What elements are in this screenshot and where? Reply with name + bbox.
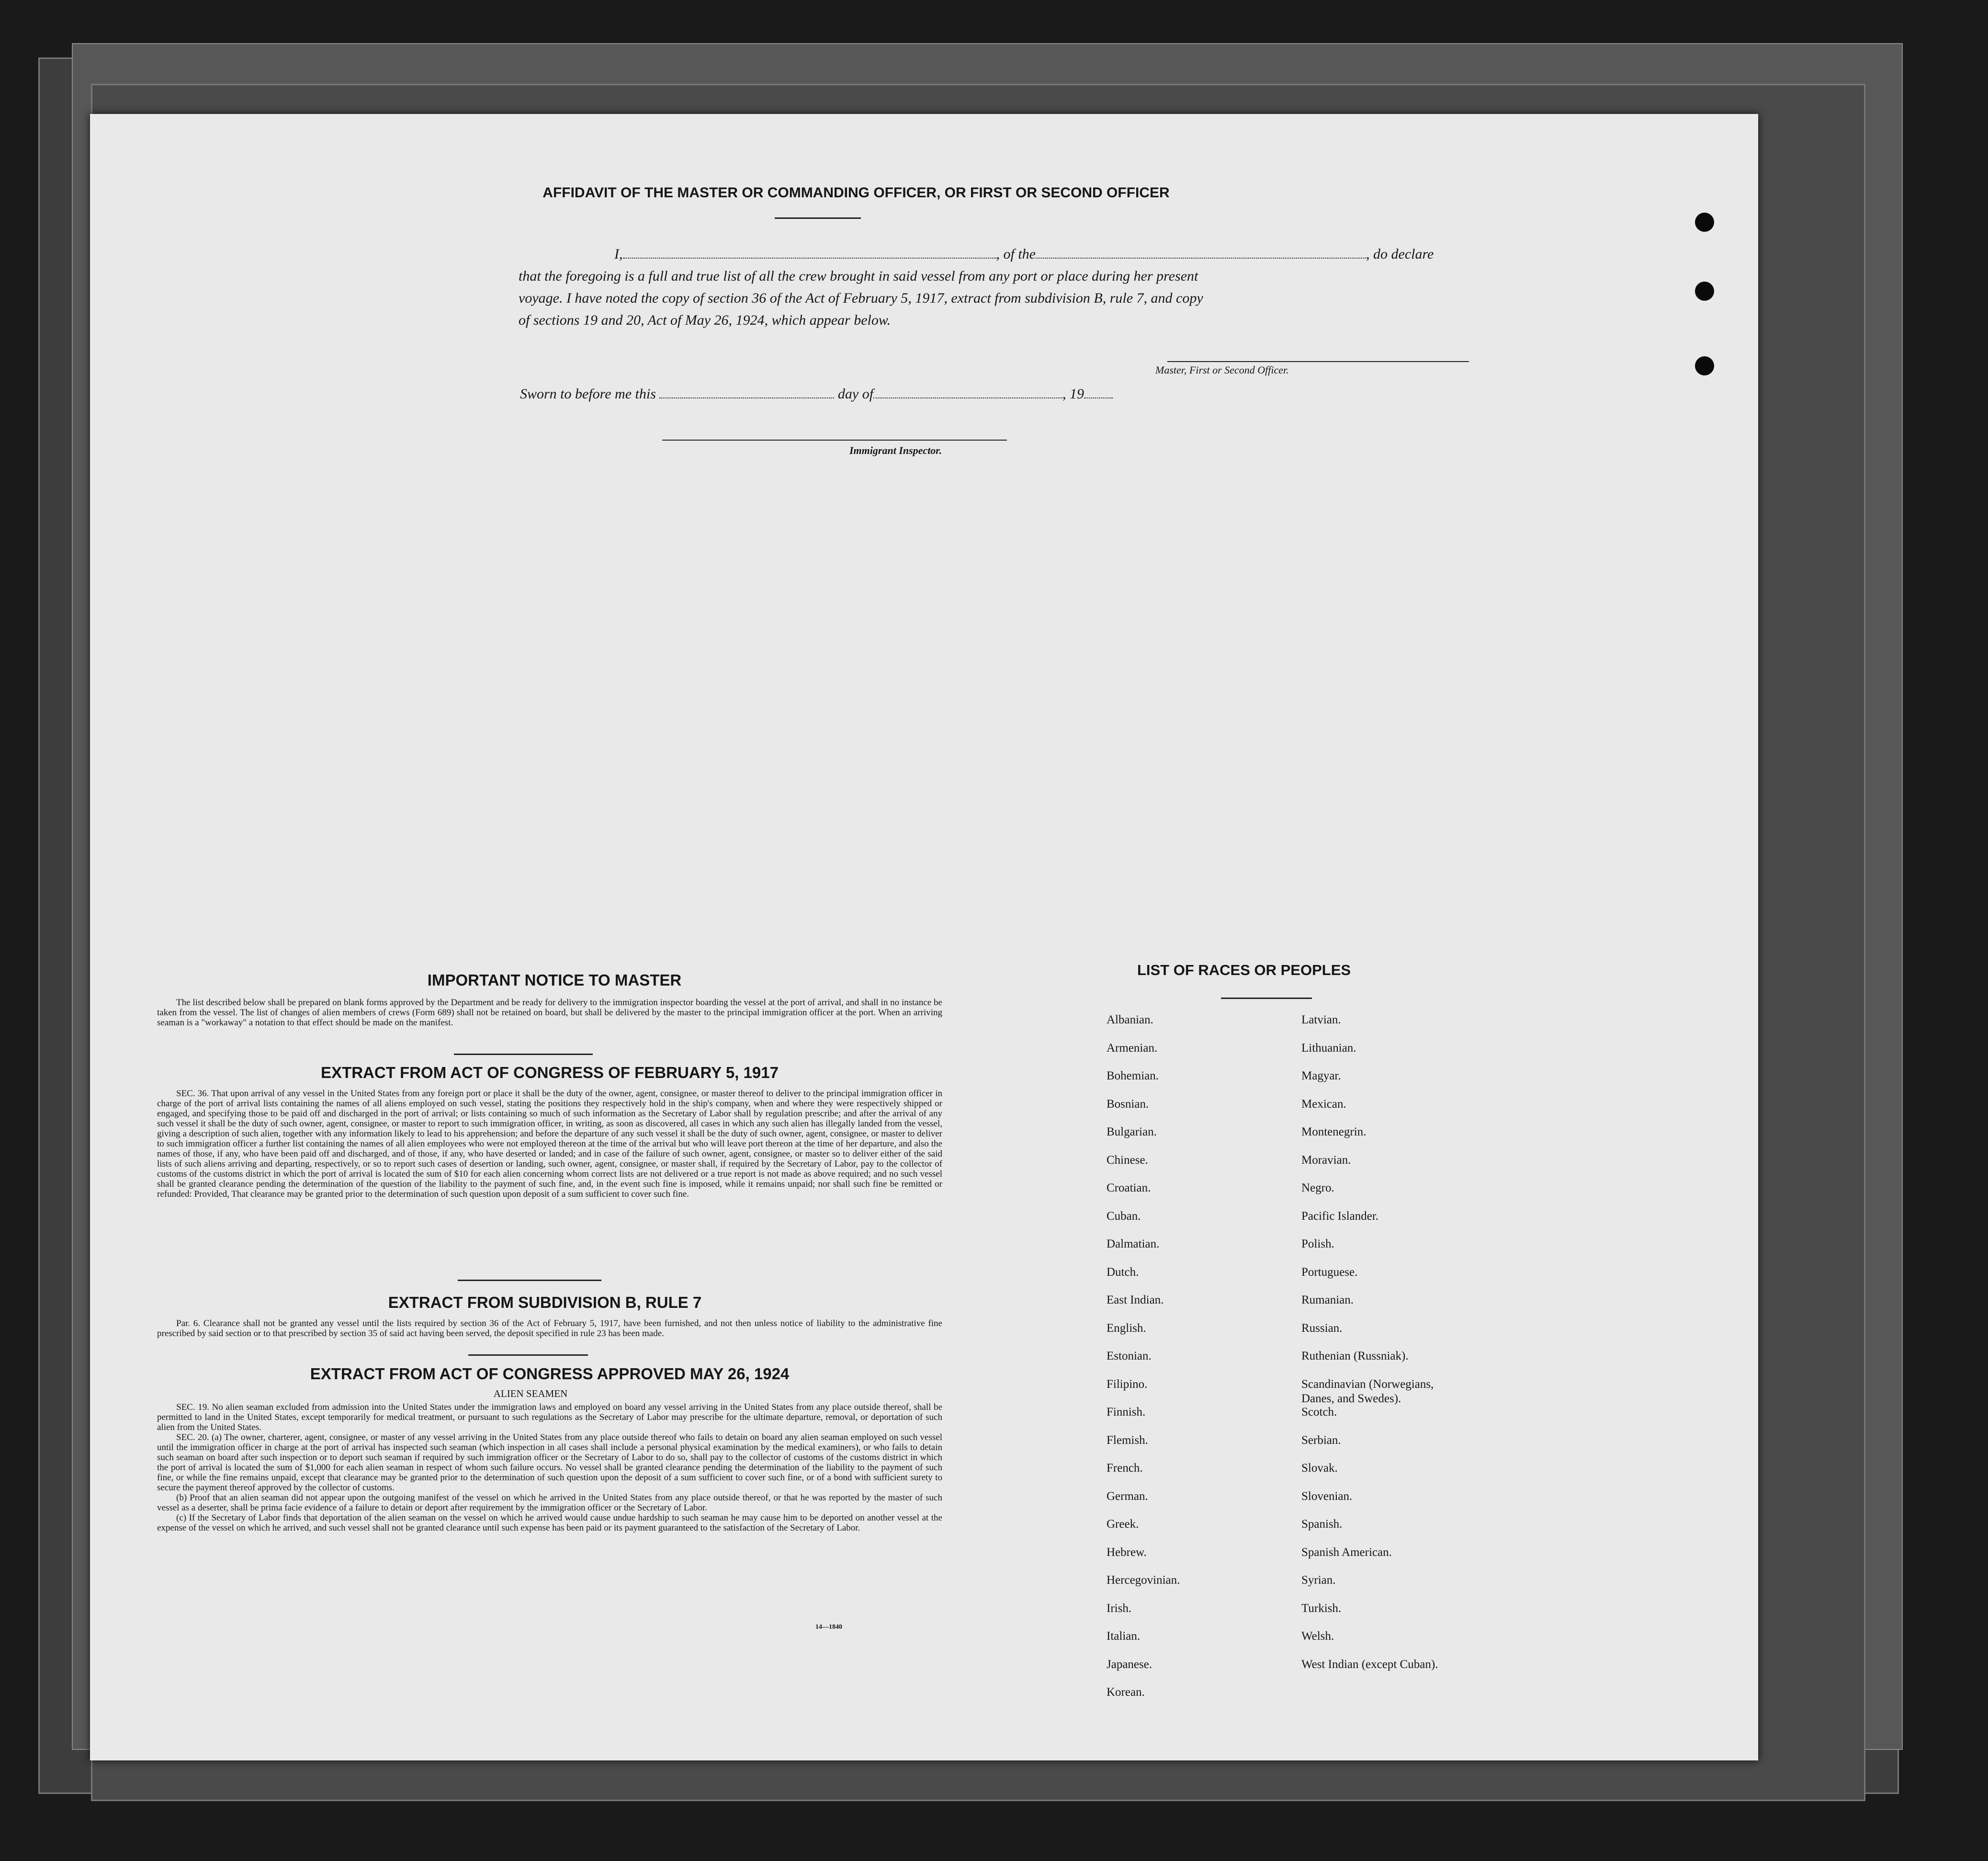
form-number: 14—1840 (815, 1623, 842, 1631)
affidavit-declarant-label: I, (614, 246, 623, 262)
race-item: Magyar. (1301, 1069, 1341, 1082)
race-item: Spanish. (1301, 1518, 1343, 1531)
title-underline (775, 217, 861, 219)
race-item: Mexican. (1301, 1097, 1346, 1111)
affidavit-line-3: voyage. I have noted the copy of section 36 of the Act of February 5, 1917, extract from subdivision B, rule 7, and copy (519, 290, 1203, 306)
race-item: Flemish. (1107, 1433, 1148, 1447)
master-signature-label: Master, First or Second Officer. (1155, 364, 1289, 376)
race-item: German. (1107, 1489, 1148, 1503)
binder-hole (1695, 213, 1714, 232)
race-item: Hebrew. (1107, 1545, 1147, 1559)
sworn-label: Sworn to before me this (520, 386, 656, 402)
notice-body: The list described below shall be prepared on blank forms approved by the Department and be ready for delivery to the immigration inspector boarding the vessel at the port of arrival, and shall in no instance be taken from the vessel. The list of changes of alien members of crews (Form 689) shall not be retained on board, but shall be delivered by the master to the principal immigration officer at the port. When an arriving seaman is a "workaway" a notation to that effect should be made on the manifest. (157, 998, 942, 1028)
extract-1917-title: EXTRACT FROM ACT OF CONGRESS OF FEBRUARY 5, 1917 (321, 1064, 779, 1081)
race-item: Estonian. (1107, 1350, 1152, 1362)
notice-title: IMPORTANT NOTICE TO MASTER (427, 971, 682, 989)
extract-1924-sections (157, 1402, 942, 1533)
race-item: Pacific Islander. (1301, 1209, 1379, 1223)
extract-1917-body: SEC. 36. That upon arrival of any vessel in the United States from any foreign port or place it shall be the duty of the owner, agent, consignee, or master thereof to deliver to the principal immigration officer in charge of the port of arrival lists containing the names of all aliens employed on such vessel, stating the positions they respectively hold in the ship's company, when and where they were respectively shipped or engaged, and specifying those to be paid off and discharged in the port of arrival; or lists containing so much of such information as the Secretary of Labor shall by regulation prescribe; and after the arrival of any such vessel it shall be the duty of such owner, agent, consignee, or master to report to such immigration officer, in writing, as soon as discovered, all cases in which any such alien has illegally landed from the vessel, giving a description of such alien, together with any information likely to lead to his apprehension; and before the departure of any such vessel it shall be the duty of such owner, agent, consignee, or master to deliver to such immigration officer a further list containing the names of all alien employees who were not employed thereon at the time of the arrival but who will leave port thereon at the time of her departure, and also the names of those, if any, who have been paid off and discharged, and of those, if any, who have deserted or landed; and in case of the failure of such owner, agent, consignee, or master so to deliver either of the said lists of such aliens arriving and departing, respectively, or so to report such cases of desertion or landing, such owner, agent, consignee, or master shall, if required by the Secretary of Labor, pay to the collector of customs of the customs district in which the port of arrival is located the sum of $10 for each alien concerning whom correct lists are not delivered or a true report is not made as above required; and no such vessel shall be granted clearance pending the determination of the question of the liability to the payment of such fine, and, in the event such fine is imposed, while it remains unpaid; nor shall such fine be remitted or refunded: Provided, That clearance may be granted prior to the determination of such question upon deposit of a sum sufficient to cover such fine. (157, 1089, 942, 1199)
sworn-line (520, 383, 1286, 405)
inspector-signature-line[interactable] (662, 440, 1007, 441)
races-column-2 (1301, 1013, 1560, 1685)
vessel-name-field[interactable] (1036, 258, 1366, 259)
race-item: Hercegovinian. (1107, 1574, 1180, 1587)
race-item: Russian. (1301, 1321, 1343, 1335)
extract-1924-title: EXTRACT FROM ACT OF CONGRESS APPROVED MAY 26, 1924 (310, 1365, 790, 1383)
race-item: Serbian. (1301, 1433, 1341, 1447)
race-item: Dutch. (1107, 1265, 1139, 1279)
race-item: French. (1107, 1462, 1143, 1475)
race-item: Croatian. (1107, 1181, 1151, 1194)
races-title: LIST OF RACES OR PEOPLES (1137, 962, 1351, 978)
race-item: Scotch. (1301, 1406, 1337, 1418)
race-item: Spanish American. (1301, 1545, 1392, 1559)
binder-hole (1695, 356, 1714, 375)
race-item: Negro. (1301, 1181, 1334, 1194)
declarant-name-field[interactable] (623, 258, 996, 259)
affidavit-line-4: of sections 19 and 20, Act of May 26, 1924, which appear below. (519, 312, 891, 328)
race-item: Bulgarian. (1107, 1125, 1157, 1138)
race-item: Moravian. (1301, 1153, 1351, 1167)
alien-seamen-subtitle: ALIEN SEAMEN (493, 1388, 568, 1399)
race-item: Albanian. (1107, 1013, 1153, 1026)
divider (454, 1054, 593, 1055)
race-item: Scandinavian (Norwegians, Danes, and Swedes). (1301, 1377, 1434, 1405)
race-item: Welsh. (1301, 1630, 1334, 1643)
rule7-body: Par. 6. Clearance shall not be granted any vessel until the lists required by section 36 of the Act of February 5, 1917, have been furnished, and not then unless notice of liability to the administrative fine prescribed by said section or to that prescribed by section 35 of said act having been served, the deposit specified in rule 23 has been made. (157, 1318, 942, 1339)
races-column-1 (1107, 1013, 1279, 1713)
affidavit-declare-label: , do declare (1366, 246, 1434, 262)
race-item: Chinese. (1107, 1153, 1148, 1167)
race-item: West Indian (except Cuban). (1301, 1657, 1438, 1671)
race-item: Greek. (1107, 1518, 1139, 1531)
race-item: Dalmatian. (1107, 1237, 1160, 1250)
race-item: Armenian. (1107, 1041, 1158, 1055)
race-item: Korean. (1107, 1686, 1145, 1699)
divider (468, 1354, 588, 1356)
race-item: Latvian. (1301, 1013, 1341, 1026)
race-item: East Indian. (1107, 1294, 1164, 1306)
sworn-day-field[interactable] (659, 397, 834, 398)
race-item: Slovenian. (1301, 1489, 1353, 1503)
affidavit-title: AFFIDAVIT OF THE MASTER OR COMMANDING OFFICER, OR FIRST OR SECOND OFFICER (542, 185, 1170, 201)
affidavit-line-1 (519, 243, 1495, 265)
race-item: English. (1107, 1321, 1146, 1335)
divider (1221, 998, 1312, 999)
rule7-title: EXTRACT FROM SUBDIVISION B, RULE 7 (388, 1294, 702, 1311)
affidavit-line-2: that the foregoing is a full and true list of all the crew brought in said vessel from any port or place during her present (519, 268, 1198, 284)
race-item: Bosnian. (1107, 1097, 1149, 1111)
affidavit-vessel-label: , of the (996, 246, 1036, 262)
section-20c: (c) If the Secretary of Labor finds that deportation of the alien seaman on the vessel on which he arrived would cause undue hardship to such seaman he may cause him to be deported on another vessel at the expense of the vessel on which he arrived, and such vessel shall not be granted clearance until such expense has been paid or its payment guaranteed to the satisfaction of the Secretary of Labor. (157, 1513, 942, 1533)
section-20b: (b) Proof that an alien seaman did not appear upon the outgoing manifest of the vessel on which he arrived in the United States from any place outside thereof, or that he was reported by the master of such vessel as a deserter, shall be prima facie evidence of a failure to detain or deport after requirement by the immigration officer or the Secretary of Labor. (157, 1493, 942, 1513)
race-item: Japanese. (1107, 1657, 1152, 1671)
section-20a: SEC. 20. (a) The owner, charterer, agent, consignee, or master of any vessel arriving in the United States from any place outside thereof who fails to detain on board any alien seaman employed on such vessel until the immigration officer in charge at the port of arrival has inspected such seaman (which inspection in all cases shall include a personal physical examination by the medical examiners), or who fails to detain such seaman on board after such inspection or to deport such seaman if required by such immigration officer or the Secretary of Labor to do so, shall pay to the collector of customs of the customs district in which the port of arrival is located the sum of $1,000 for each alien seaman in respect of whom such failure occurs. No vessel shall be granted clearance pending the determination of the liability to the payment of such fine, or while the fine remains unpaid, except that clearance may be granted prior to the determination of such question upon the deposit of a sum sufficient to cover such fine, or of a bond with sufficient surety to secure the payment thereof approved by the collector of customs. (157, 1432, 942, 1493)
race-item: Rumanian. (1301, 1294, 1354, 1306)
divider (458, 1280, 601, 1281)
race-item: Cuban. (1107, 1209, 1141, 1223)
binder-hole (1695, 282, 1714, 301)
race-item: Syrian. (1301, 1574, 1336, 1587)
inspector-signature-label: Immigrant Inspector. (849, 444, 942, 456)
race-item: Ruthenian (Russniak). (1301, 1350, 1409, 1362)
master-signature-line[interactable] (1167, 361, 1469, 362)
race-item: Irish. (1107, 1601, 1132, 1615)
race-item: Finnish. (1107, 1406, 1146, 1418)
race-item: Turkish. (1301, 1601, 1342, 1615)
race-item: Italian. (1107, 1630, 1141, 1643)
race-item: Polish. (1301, 1237, 1334, 1250)
race-item: Montenegrin. (1301, 1125, 1367, 1138)
race-item: Bohemian. (1107, 1069, 1159, 1082)
section-19: SEC. 19. No alien seaman excluded from admission into the United States under the immigration laws and employed on board any vessel arriving in the United States from any place outside thereof, shall be permitted to land in the United States, except temporarily for medical treatment, or pursuant to such regulations as the Secretary of Labor may prescribe for the ultimate departure, removal, or deportation of such alien from the United States. (157, 1402, 942, 1432)
race-item: Portuguese. (1301, 1265, 1358, 1279)
affidavit-text (519, 243, 1495, 331)
race-item: Filipino. (1107, 1377, 1148, 1391)
sworn-month-label: day of (837, 386, 874, 402)
sworn-year-field[interactable] (1084, 397, 1113, 398)
document-page (90, 114, 1758, 1760)
race-item: Slovak. (1301, 1462, 1338, 1475)
race-item: Lithuanian. (1301, 1041, 1356, 1055)
sworn-month-field[interactable] (873, 397, 1062, 398)
sworn-year-label: , 19 (1062, 386, 1084, 402)
